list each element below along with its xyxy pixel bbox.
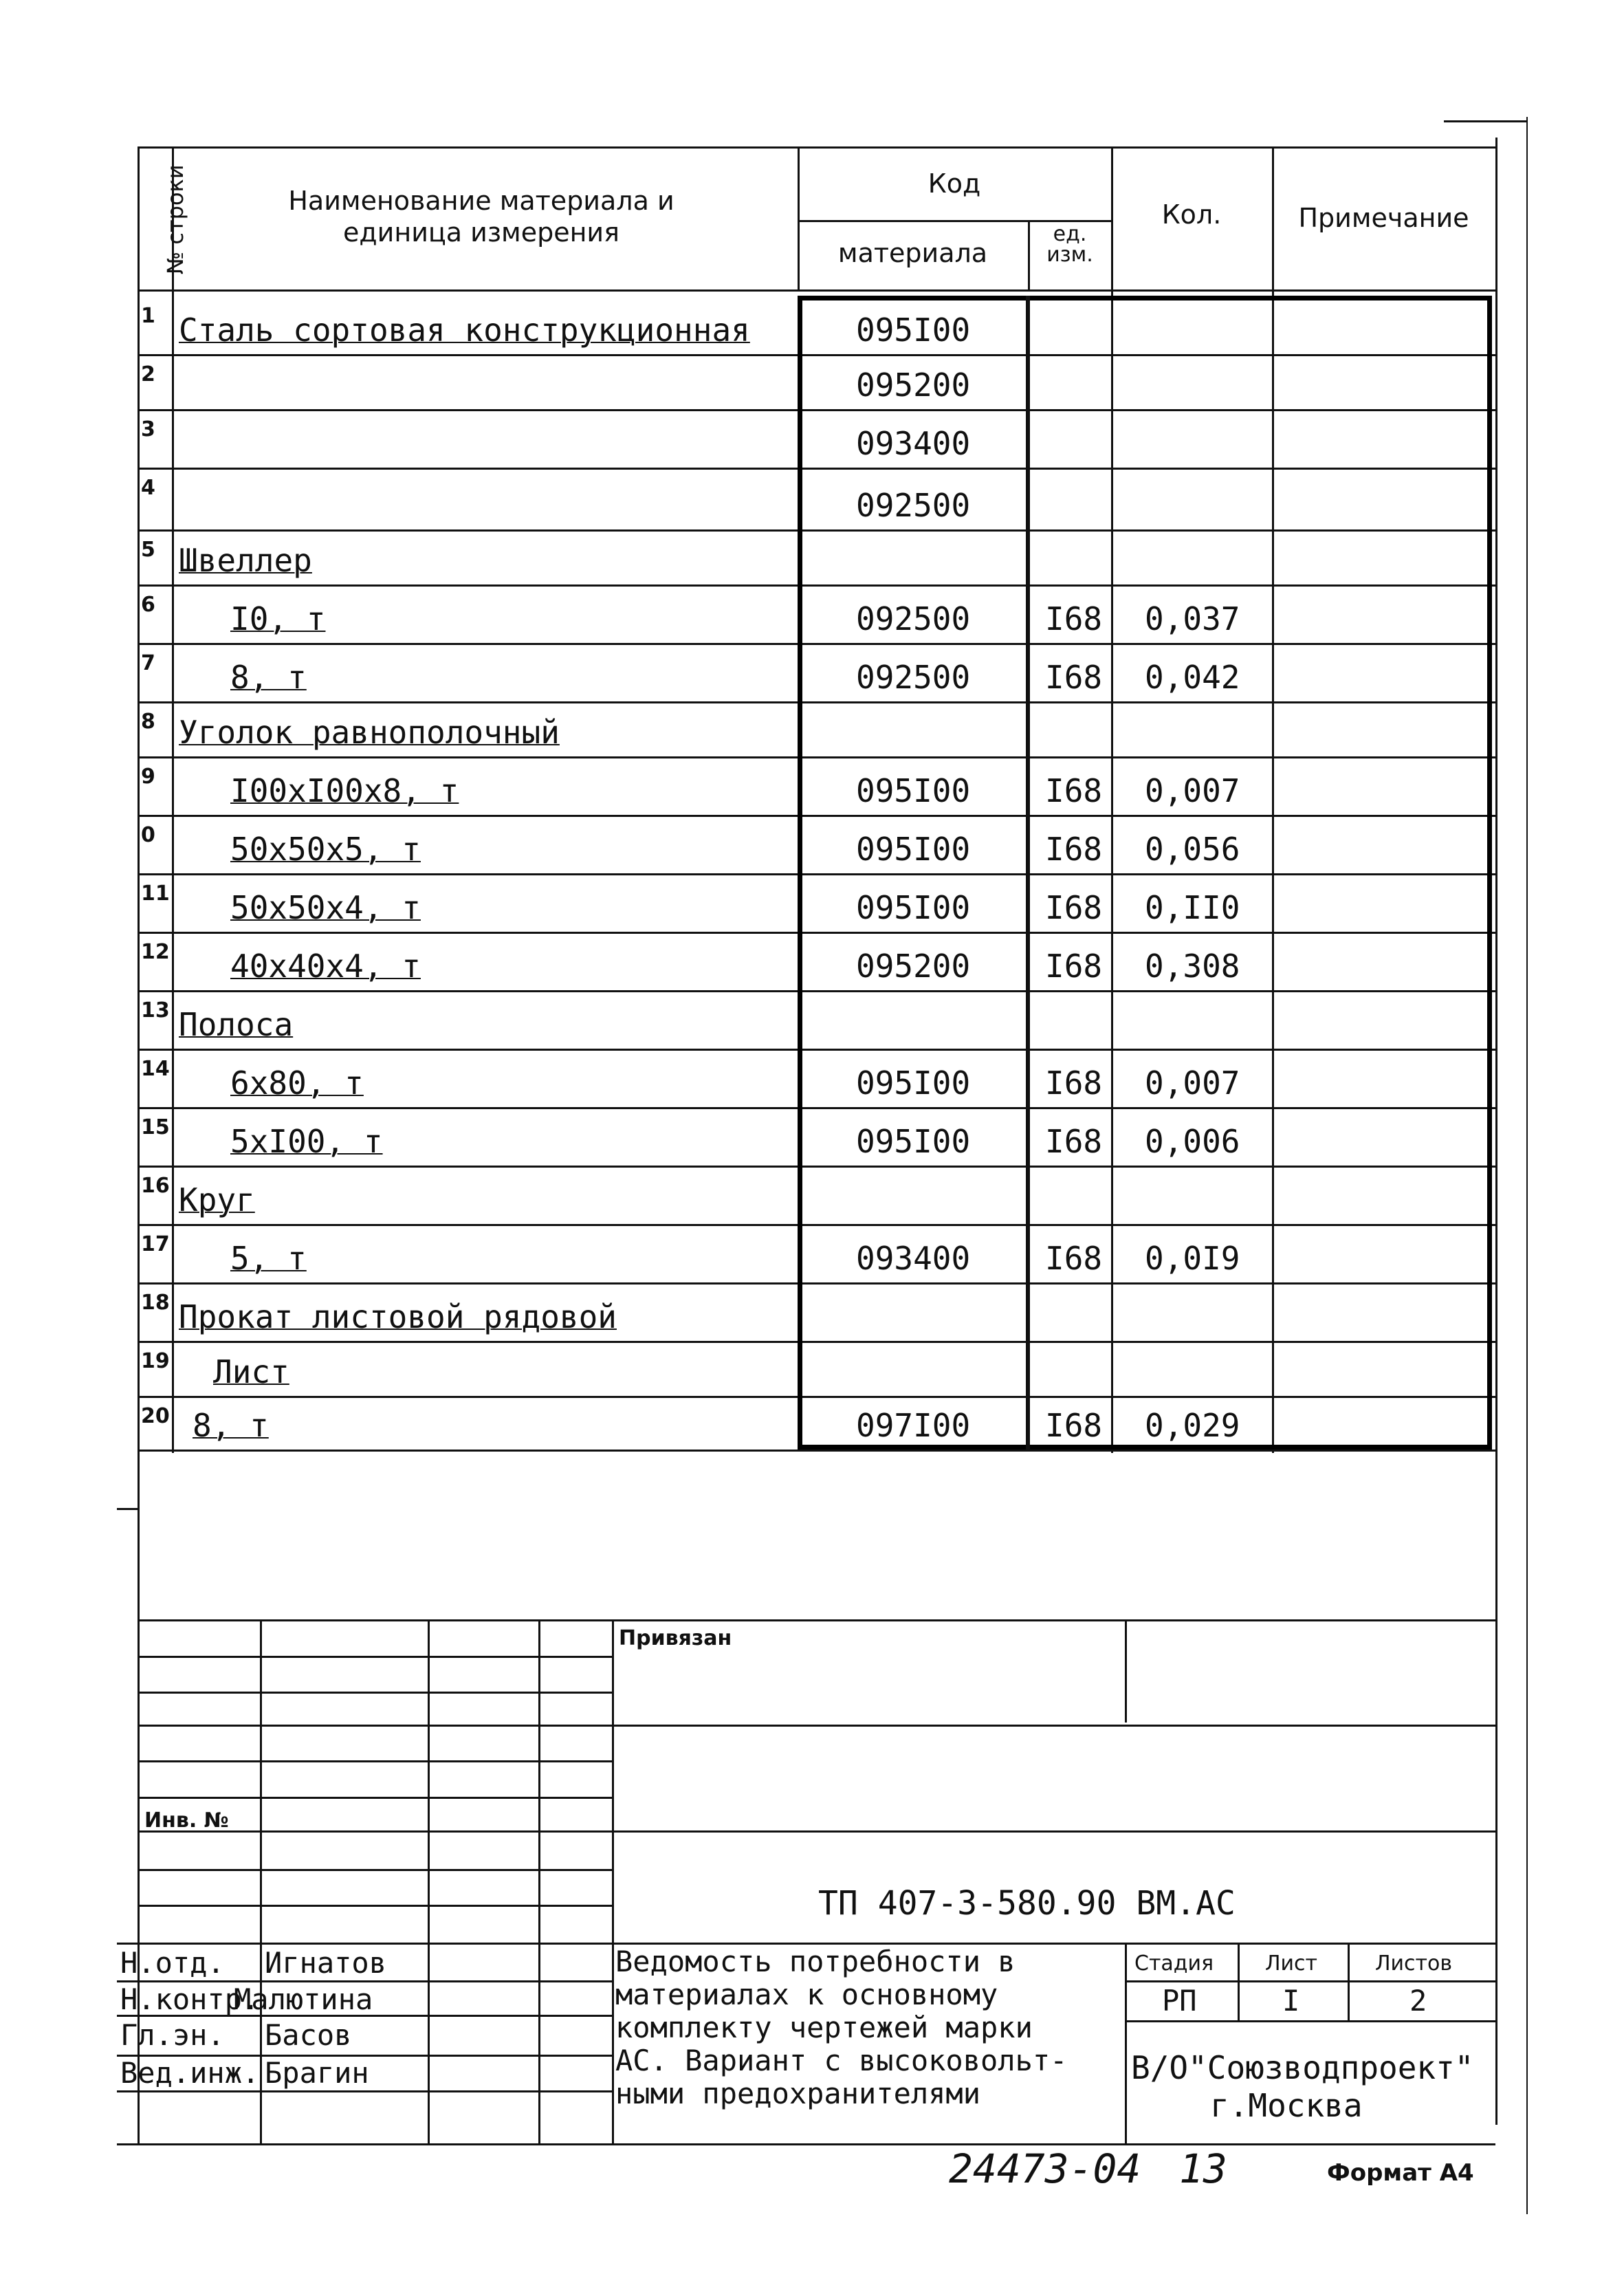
material-name: 40x40x4, т (230, 948, 421, 985)
unit-code: I68 (1045, 1064, 1103, 1102)
row-number: 17 (141, 1232, 170, 1256)
stage-label: Стадия (1134, 1952, 1214, 1976)
signer-role: Н.контр. (120, 1982, 260, 2016)
material-code: 097I00 (856, 1407, 971, 1444)
quantity: 0,007 (1145, 772, 1240, 809)
row-number: 18 (141, 1291, 170, 1315)
material-code: 095200 (856, 948, 971, 985)
description-line-3: комплекту чертежей марки (615, 2011, 1033, 2044)
unit-code: I68 (1045, 1240, 1103, 1277)
material-code: 095I00 (856, 772, 971, 809)
sheet-label: Лист (1265, 1952, 1318, 1976)
signer-name: Малютина (234, 1982, 373, 2016)
header-name: Наименование материала и единица измерения (288, 186, 674, 248)
quantity: 0,042 (1145, 659, 1240, 696)
row-number: 20 (141, 1404, 170, 1428)
material-code: 095200 (856, 367, 971, 404)
organization: В/О"Союзводпроект" (1131, 2049, 1474, 2086)
quantity: 0,II0 (1145, 889, 1240, 926)
material-name: 6x80, т (230, 1064, 364, 1102)
material-name: Круг (179, 1181, 255, 1218)
material-name: I00xI00x8, т (230, 772, 459, 809)
city: г.Москва (1210, 2087, 1363, 2124)
quantity: 0,029 (1145, 1407, 1240, 1444)
sheets-label: Листов (1375, 1952, 1453, 1976)
material-name: Лист (213, 1353, 289, 1390)
material-code: 092500 (856, 600, 971, 637)
unit-code: I68 (1045, 948, 1103, 985)
row-number: 16 (141, 1174, 170, 1198)
quantity: 0,006 (1145, 1123, 1240, 1160)
material-code: 092500 (856, 487, 971, 524)
signer-role: Н.отд. (120, 1946, 225, 1980)
material-name: Швеллер (179, 542, 312, 579)
row-number: 5 (141, 538, 155, 562)
bound-label: Привязан (619, 1626, 732, 1650)
row-number: 14 (141, 1057, 170, 1081)
row-number: 4 (141, 476, 155, 500)
signer-role: Вед.инж. (120, 2056, 260, 2090)
row-number: 1 (141, 304, 155, 328)
signer-name: Брагин (265, 2056, 369, 2090)
material-name: I0, т (230, 600, 326, 637)
row-number: 15 (141, 1115, 170, 1139)
stage-value: РП (1162, 1984, 1197, 2018)
signer-name: Басов (265, 2018, 352, 2052)
header-note: Примечание (1298, 203, 1469, 233)
quantity: 0,007 (1145, 1064, 1240, 1102)
doc-code: ТП 407-3-580.90 ВМ.АС (818, 1884, 1236, 1923)
quantity: 0,308 (1145, 948, 1240, 985)
row-number: 19 (141, 1349, 170, 1373)
material-name: 50x50x4, т (230, 889, 421, 926)
inv-no-label: Инв. № (144, 1808, 229, 1833)
quantity: 0,0I9 (1145, 1240, 1240, 1277)
material-code: 095I00 (856, 831, 971, 868)
sheets-value: 2 (1409, 1984, 1427, 2018)
material-name: 8, т (230, 659, 307, 696)
row-number: 0 (141, 823, 155, 847)
material-code: 093400 (856, 1240, 971, 1277)
material-name: 5xI00, т (230, 1123, 383, 1160)
material-name: Полоса (179, 1006, 294, 1043)
material-code: 095I00 (856, 1064, 971, 1102)
material-name: 5, т (230, 1240, 307, 1277)
material-name: Сталь сортовая конструкционная (179, 311, 750, 349)
unit-code: I68 (1045, 831, 1103, 868)
row-number: 13 (141, 998, 170, 1023)
unit-code: I68 (1045, 772, 1103, 809)
row-number: 11 (141, 882, 170, 906)
header-qty: Кол. (1161, 199, 1222, 230)
quantity: 0,037 (1145, 600, 1240, 637)
header-row-no: № строки (162, 164, 188, 275)
header-code: Код (928, 168, 981, 199)
material-code: 093400 (856, 425, 971, 462)
row-divider (138, 1450, 1495, 1452)
material-name: Прокат листовой рядовой (179, 1298, 617, 1335)
signer-name: Игнатов (265, 1946, 387, 1980)
quantity: 0,056 (1145, 831, 1240, 868)
material-code: 095I00 (856, 1123, 971, 1160)
row-number: 6 (141, 593, 155, 617)
unit-code: I68 (1045, 1407, 1103, 1444)
header-unit: ед. изм. (1046, 222, 1093, 267)
row-number: 9 (141, 765, 155, 789)
unit-code: I68 (1045, 600, 1103, 637)
description-line-4: АС. Вариант с высоковольт- (615, 2044, 1068, 2077)
row-number: 3 (141, 417, 155, 441)
description-line-1: Ведомость потребности в (615, 1945, 1016, 1978)
header-material: материала (837, 238, 988, 268)
page-number: 13 (1179, 2145, 1227, 2192)
unit-code: I68 (1045, 1123, 1103, 1160)
material-code: 092500 (856, 659, 971, 696)
row-number: 7 (141, 651, 155, 675)
material-code: 095I00 (856, 311, 971, 349)
unit-code: I68 (1045, 659, 1103, 696)
row-number: 12 (141, 940, 170, 964)
format-label: Формат А4 (1327, 2159, 1474, 2187)
signer-role: Гл.эн. (120, 2018, 225, 2052)
row-number: 8 (141, 710, 155, 734)
description-line-2: материалах к основному (615, 1978, 998, 2011)
stamp-number: 24473-04 (949, 2145, 1141, 2192)
material-name: 8, т (193, 1407, 269, 1444)
material-name: 50x50x5, т (230, 831, 421, 868)
sheet-value: I (1282, 1984, 1300, 2018)
description-line-5: ными предохранителями (615, 2077, 981, 2110)
row-number: 2 (141, 362, 155, 386)
material-name: Уголок равнополочный (179, 714, 560, 751)
unit-code: I68 (1045, 889, 1103, 926)
material-code: 095I00 (856, 889, 971, 926)
